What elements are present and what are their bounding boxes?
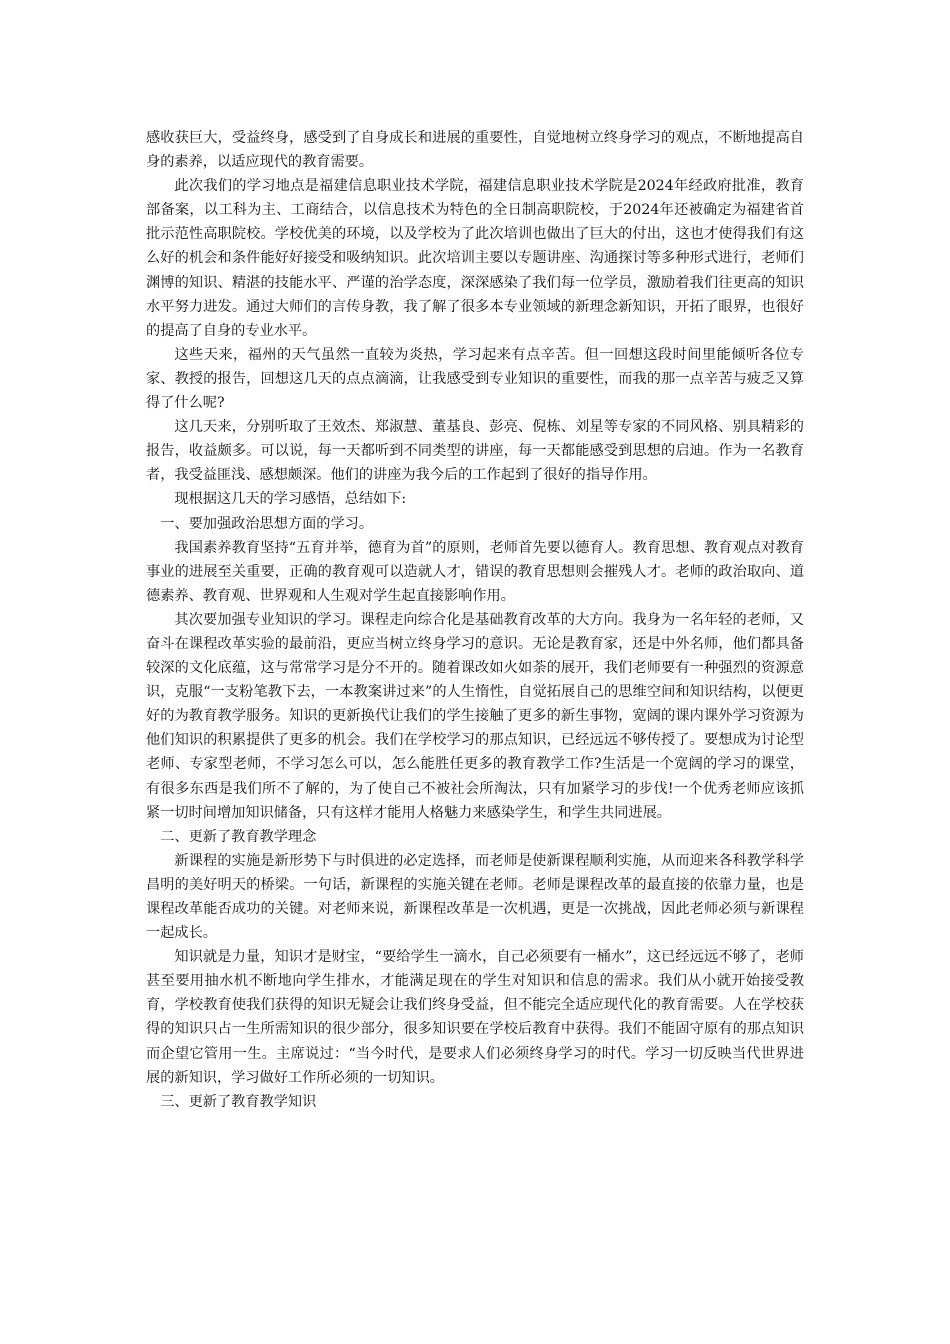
document-body (146, 126, 804, 1114)
paragraph-knowledge-power: 知识就是力量，知识才是财宝，“要给学生一滴水，自己必须要有一桶水”，这已经远远不够了，老师甚至要用抽水机不断地向学生排水，才能满足现在的学生对知识和信息的需求。我们从小就开始接受教育，学校教育使我们获得的知识无疑会让我们终身受益，但不能完全适应现代化的教育需要。人在学校获得的知识只占一生所需知识的很少部分，很多知识要在学校后教育中获得。我们不能固守原有的那点知识而企望它管用一生。主席说过：“当今时代，是要求人们必须终身学习的时代。学习一切反映当代世界进展的新知识，学习做好工作所必须的一切知识。 (146, 949, 804, 1086)
paragraph-professional-knowledge: 其次要加强专业知识的学习。课程走向综合化是基础教育改革的大方向。我身为一名年轻的老师，又奋斗在课程改革实验的最前沿，更应当树立终身学习的意识。无论是教育家，还是中外名师，他们都具备较深的文化底蕴，这与常常学习是分不开的。随着课改如火如荼的展开，我们老师要有一种强烈的资源意识，克服“一支粉笔教下去，一本教案讲过来”的人生惰性，自觉拓展自己的思维空间和知识结构，以便更好的为教育教学服务。知识的更新换代让我们的学生接触了更多的新生事物，宽阔的课内课外学习资源为他们知识的积累提供了更多的机会。我们在学校学习的那点知识，已经远远不够传授了。要想成为讨论型老师、专家型老师，不学习怎么可以，怎么能胜任更多的教育教学工作?生活是一个宽阔的学习的课堂，有很多东西是我们所不了解的，为了使自己不被社会所淘汰，只有加紧学习的步伐!一个优秀老师应该抓紧一切时间增加知识储备，只有这样才能用人格魅力来感染学生，和学生共同进展。 (146, 611, 804, 821)
paragraph-summary-intro: 现根据这几天的学习感悟，总结如下: (174, 491, 407, 508)
section-heading-2: 二、更新了教育教学理念 (160, 828, 317, 845)
paragraph-continuation: 感收获巨大，受益终身，感受到了自身成长和进展的重要性，自觉地树立终身学习的观点，不断地提高自身的素养，以适应现代的教育需要。 (146, 130, 804, 171)
paragraph-new-curriculum: 新课程的实施是新形势下与时俱进的必定选择，而老师是使新课程顺利实施，从而迎来各科教学科学昌明的美好明天的桥梁。一句话，新课程的实施关键在老师。老师是课程改革的最直接的依靠力量，也是课程改革能否成功的关键。对老师来说，新课程改革是一次机遇，更是一次挑战，因此老师必须与新课程一起成长。 (146, 852, 804, 942)
paragraph-weather: 这些天来，福州的天气虽然一直较为炎热，学习起来有点辛苦。但一回想这段时间里能倾听各位专家、教授的报告，回想这几天的点点滴滴，让我感受到专业知识的重要性，而我的那一点辛苦与疲乏又算得了什么呢? (146, 346, 804, 412)
paragraph-study-location: 此次我们的学习地点是福建信息职业技术学院，福建信息职业技术学院是2024年经政府批准，教育部备案，以工科为主、工商结合，以信息技术为特色的全日制高职院校，于2024年还被确定为福建省首批示范性高职院校。学校优美的环境，以及学校为了此次培训也做出了巨大的付出，这也才使得我们有这么好的机会和条件能好好接受和吸纳知识。此次培训主要以专题讲座、沟通探讨等多种形式进行，老师们渊博的知识、精湛的技能水平、严谨的治学态度，深深感染了我们每一位学员，激励着我们往更高的知识水平努力进发。通过大师们的言传身教，我了解了很多本专业领域的新理念新知识，开拓了眼界，也很好的提高了自身的专业水平。 (146, 178, 804, 339)
section-heading-1: 一、要加强政治思想方面的学习。 (160, 515, 374, 532)
paragraph-moral-education: 我国素养教育坚持“五育并举，德育为首”的原则，老师首先要以德育人。教育思想、教育观点对教育事业的进展至关重要，正确的教育观可以造就人才，错误的教育思想则会摧残人才。老师的政治取向、道德素养、教育观、世界观和人生观对学生起直接影响作用。 (146, 539, 804, 604)
section-heading-3: 三、更新了教育教学知识 (160, 1093, 317, 1110)
paragraph-experts: 这几天来，分别听取了王效杰、郑淑慧、董基良、彭亮、倪栋、刘星等专家的不同风格、别具精彩的报告，收益颇多。可以说，每一天都听到不同类型的讲座，每一天都能感受到思想的启迪。作为一名教育者，我受益匪浅、感想颇深。他们的讲座为我今后的工作起到了很好的指导作用。 (146, 419, 804, 484)
